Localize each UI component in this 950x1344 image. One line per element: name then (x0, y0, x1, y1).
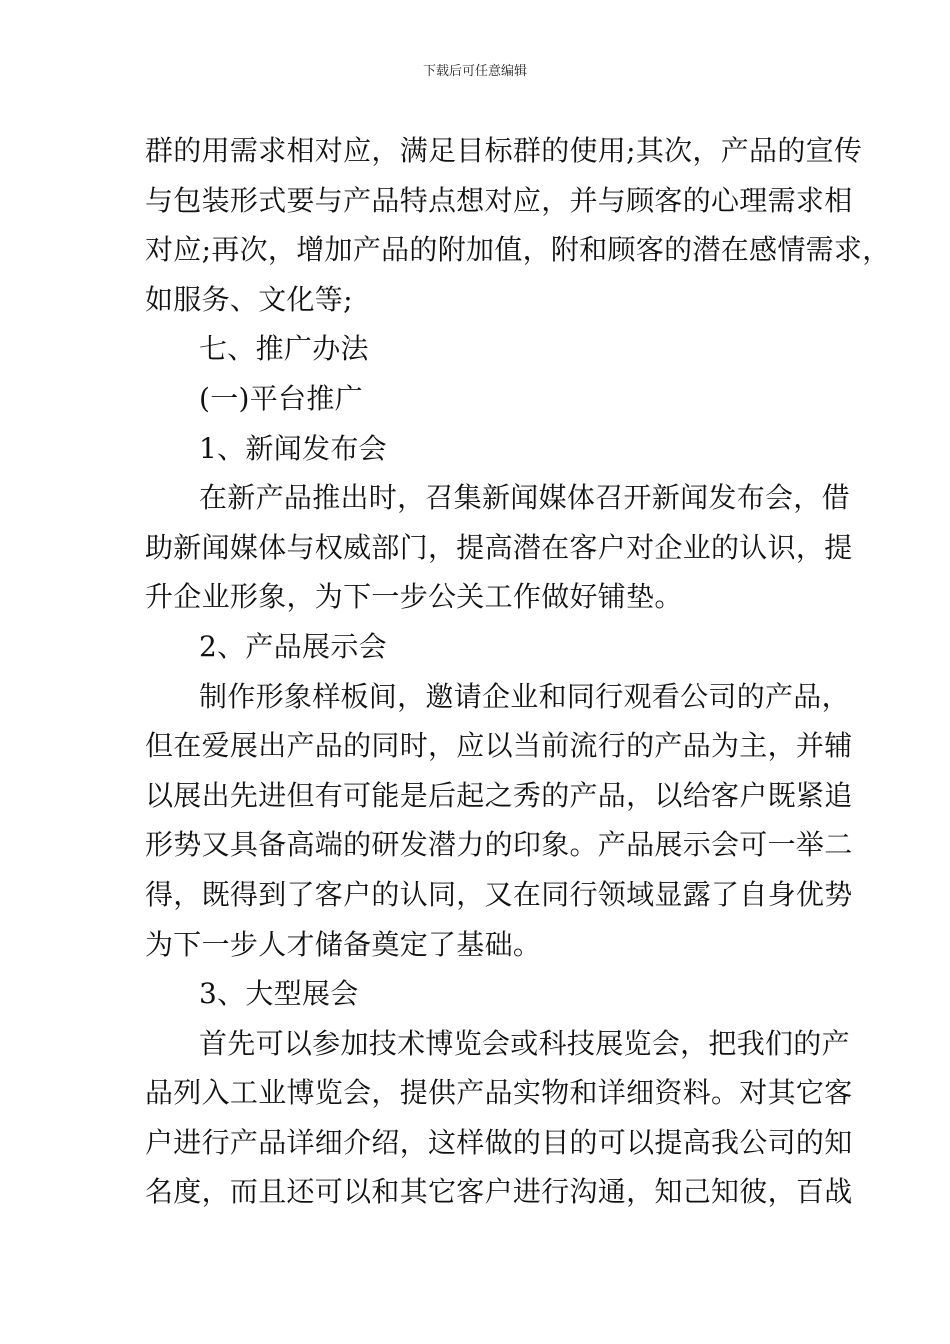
item-heading: 3、大型展会 (199, 977, 359, 1011)
section-heading: 七、推广办法 (199, 332, 369, 366)
document-body (145, 126, 891, 1217)
text-line: 品列入工业博览会，提供产品实物和详细资料。对其它客 (145, 1076, 853, 1110)
text-line: 助新闻媒体与权威部门，提高潜在客户对企业的认识，提 (145, 530, 853, 564)
paragraph-first-line: 首先可以参加技术博览会或科技展览会，把我们的产 (199, 1026, 850, 1060)
text-line: 形势又具备高端的研发潜力的印象。产品展示会可一举二 (145, 828, 853, 862)
item-heading: 1、新闻发布会 (199, 431, 387, 465)
text-line: 对应;再次，增加产品的附加值，附和顾客的潜在感情需求， (145, 233, 891, 267)
paragraph-first-line: 在新产品推出时，召集新闻媒体召开新闻发布会，借 (199, 481, 850, 515)
text-line: 为下一步人才储备奠定了基础。 (145, 927, 542, 961)
text-line: 得，既得到了客户的认同，又在同行领域显露了自身优势 (145, 877, 853, 911)
page-header: 下载后可任意编辑 (422, 64, 527, 79)
item-heading: 2、产品展示会 (199, 629, 387, 663)
text-line: 以展出先进但有可能是后起之秀的产品，以给客户既紧追 (145, 778, 853, 812)
text-line: 如服务、文化等; (145, 282, 353, 316)
text-line: 但在爱展出产品的同时，应以当前流行的产品为主，并辅 (145, 729, 853, 763)
text-line: 群的用需求相对应，满足目标群的使用;其次，产品的宣传 (145, 134, 863, 167)
text-line: 升企业形象，为下一步公关工作做好铺垫。 (145, 580, 683, 614)
text-line: 与包装形式要与产品特点想对应，并与顾客的心理需求相 (145, 183, 853, 217)
paragraph-first-line: 制作形象样板间，邀请企业和同行观看公司的产品， (199, 679, 850, 713)
subsection-heading: (一)平台推广 (199, 381, 363, 415)
text-line: 户进行产品详细介绍，这样做的目的可以提高我公司的知 (145, 1125, 853, 1159)
text-line: 名度，而且还可以和其它客户进行沟通，知己知彼，百战 (145, 1175, 853, 1209)
